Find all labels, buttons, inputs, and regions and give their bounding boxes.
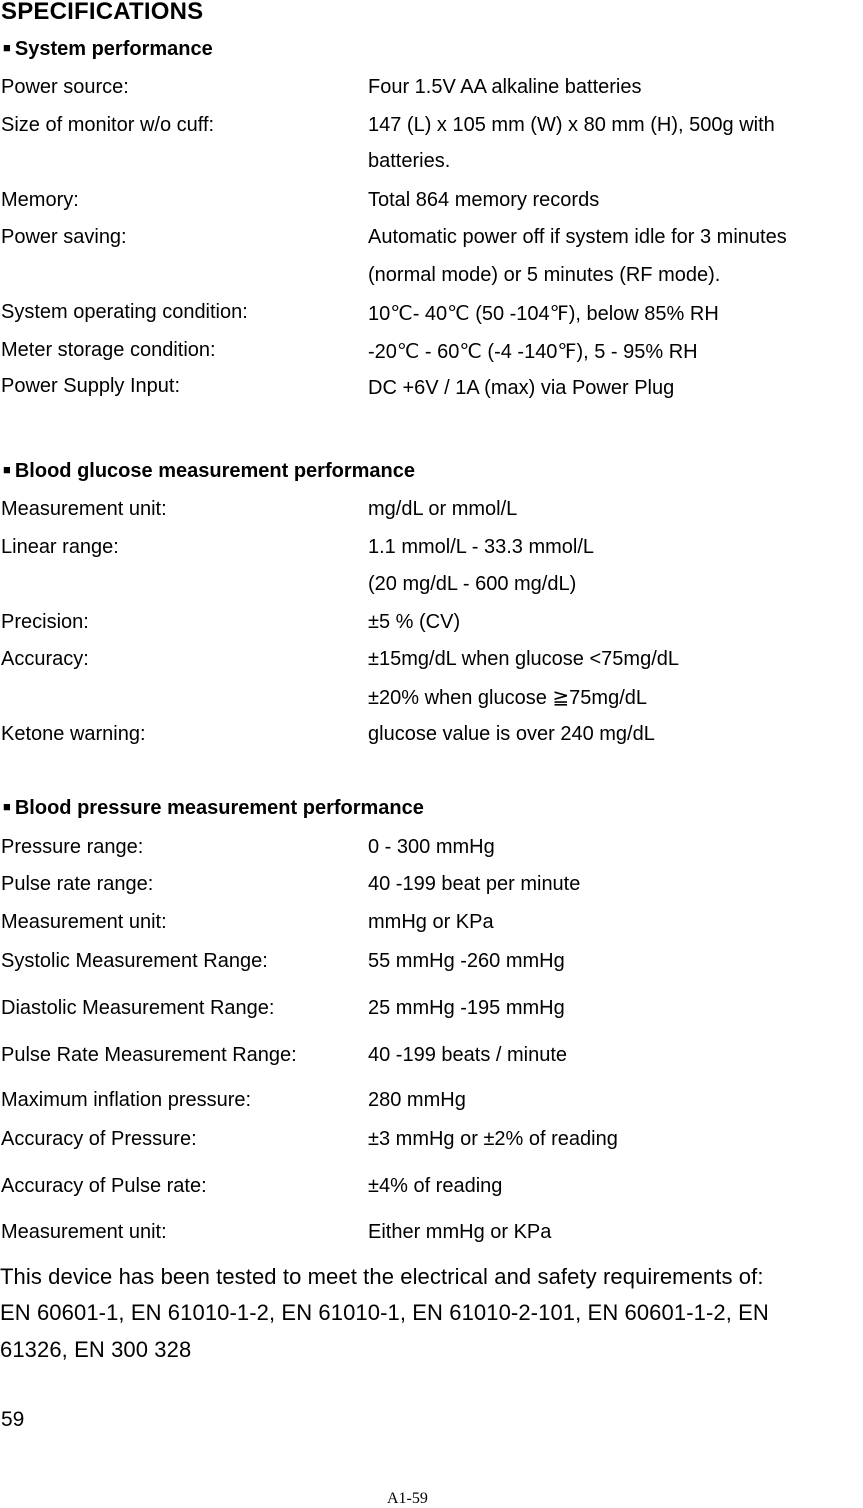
spec-value: 280 mmHg bbox=[368, 1089, 466, 1111]
section-heading-system: ■ System performance bbox=[3, 38, 213, 60]
spec-label: Accuracy of Pressure: bbox=[1, 1128, 197, 1150]
spec-label: System operating condition: bbox=[1, 301, 248, 323]
spec-value-continued: (normal mode) or 5 minutes (RF mode). bbox=[368, 264, 721, 286]
spec-value: Total 864 memory records bbox=[368, 189, 600, 211]
spec-label: Memory: bbox=[1, 189, 79, 211]
spec-label: Measurement unit: bbox=[1, 1221, 167, 1243]
compliance-text-line: This device has been tested to meet the electrical and safety requirements of: bbox=[0, 1264, 764, 1289]
spec-value: Either mmHg or KPa bbox=[368, 1221, 552, 1243]
spec-value: Four 1.5V AA alkaline batteries bbox=[368, 76, 642, 98]
spec-value: ±15mg/dL when glucose <75mg/dL bbox=[368, 648, 679, 670]
footer-page-code: A1-59 bbox=[387, 1490, 428, 1507]
spec-label: Measurement unit: bbox=[1, 911, 167, 933]
spec-value: ±3 mmHg or ±2% of reading bbox=[368, 1128, 618, 1150]
spec-value: -20℃ - 60℃ (-4 -140℉), 5 - 95% RH bbox=[368, 341, 698, 363]
spec-value: 25 mmHg -195 mmHg bbox=[368, 997, 565, 1019]
compliance-text-line: 61326, EN 300 328 bbox=[0, 1337, 192, 1362]
page-number: 59 bbox=[1, 1408, 25, 1431]
bullet-square-icon: ■ bbox=[3, 40, 11, 55]
spec-label: Accuracy: bbox=[1, 648, 89, 670]
spec-value: 1.1 mmol/L - 33.3 mmol/L bbox=[368, 536, 595, 558]
spec-label: Size of monitor w/o cuff: bbox=[1, 114, 215, 136]
spec-label: Pulse rate range: bbox=[1, 873, 154, 895]
spec-value-continued: (20 mg/dL - 600 mg/dL) bbox=[368, 573, 577, 595]
spec-label: Linear range: bbox=[1, 536, 119, 558]
spec-label: Measurement unit: bbox=[1, 498, 167, 520]
spec-label: Pressure range: bbox=[1, 836, 144, 858]
bullet-square-icon: ■ bbox=[3, 462, 11, 477]
spec-label: Accuracy of Pulse rate: bbox=[1, 1175, 207, 1197]
spec-value: 0 - 300 mmHg bbox=[368, 836, 495, 858]
spec-label: Meter storage condition: bbox=[1, 339, 216, 361]
spec-value: mmHg or KPa bbox=[368, 911, 494, 933]
section-heading-glucose: ■ Blood glucose measurement performance bbox=[3, 460, 415, 482]
spec-value-continued: ±20% when glucose ≧75mg/dL bbox=[368, 687, 648, 709]
spec-label: Diastolic Measurement Range: bbox=[1, 997, 275, 1019]
spec-label: Power source: bbox=[1, 76, 129, 98]
spec-value: 40 -199 beat per minute bbox=[368, 873, 581, 895]
spec-value: mg/dL or mmol/L bbox=[368, 498, 518, 520]
spec-label: Maximum inflation pressure: bbox=[1, 1089, 252, 1111]
spec-value: ±5 % (CV) bbox=[368, 611, 461, 633]
spec-value: 147 (L) x 105 mm (W) x 80 mm (H), 500g with bbox=[368, 114, 775, 136]
spec-value: 40 -199 beats / minute bbox=[368, 1044, 568, 1066]
spec-value: glucose value is over 240 mg/dL bbox=[368, 723, 655, 745]
spec-label: Power Supply Input: bbox=[1, 375, 180, 397]
spec-value: 10℃- 40℃ (50 -104℉), below 85% RH bbox=[368, 303, 719, 325]
section-heading-pressure: ■ Blood pressure measurement performance bbox=[3, 797, 424, 819]
spec-value: 55 mmHg -260 mmHg bbox=[368, 950, 565, 972]
compliance-text-line: EN 60601-1, EN 61010-1-2, EN 61010-1, EN 61010-2-101, EN 60601-1-2, EN bbox=[0, 1300, 769, 1325]
spec-label: Ketone warning: bbox=[1, 723, 146, 745]
spec-value: ±4% of reading bbox=[368, 1175, 503, 1197]
spec-label: Systolic Measurement Range: bbox=[1, 950, 268, 972]
bullet-square-icon: ■ bbox=[3, 799, 11, 814]
spec-label: Power saving: bbox=[1, 226, 127, 248]
spec-label: Precision: bbox=[1, 611, 89, 633]
spec-label: Pulse Rate Measurement Range: bbox=[1, 1044, 297, 1066]
spec-value: DC +6V / 1A (max) via Power Plug bbox=[368, 377, 675, 399]
spec-value: Automatic power off if system idle for 3 minutes bbox=[368, 226, 787, 248]
page-title: SPECIFICATIONS bbox=[1, 0, 204, 25]
spec-value-continued: batteries. bbox=[368, 150, 451, 172]
